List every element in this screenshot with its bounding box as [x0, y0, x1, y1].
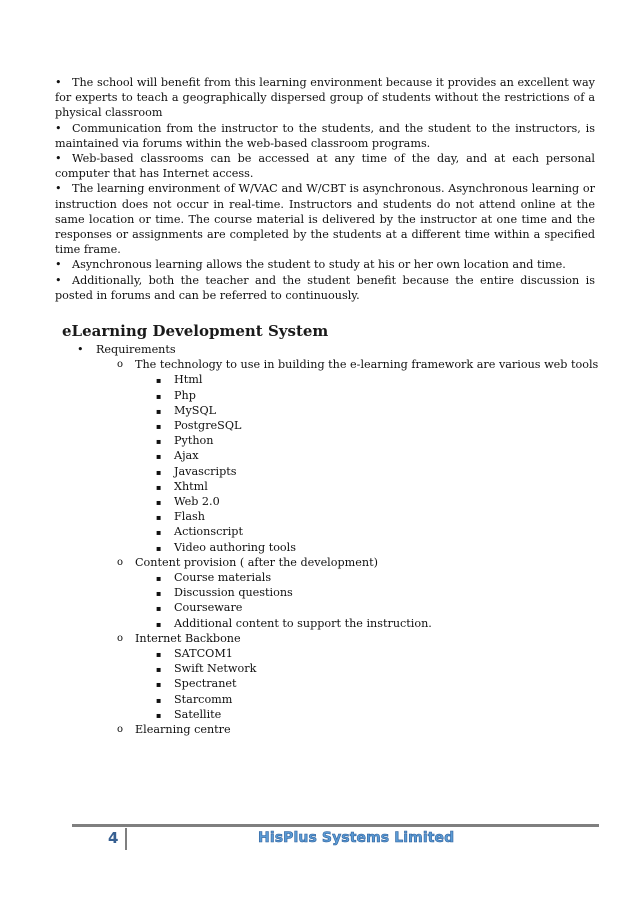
- square-bullet-icon: ▪: [156, 604, 162, 614]
- benefit-item: • The learning environment of W/VAC and W/CBT is asynchronous. Asynchronous learning or instruction does not occur in real-time. Instructors and students do not attend online at the same location or time. The course material is delivered by the instructor at one time and the responses or assignments are completed by the students at a different time within a specified time frame.: [55, 182, 595, 257]
- benefit-item: • Communication from the instructor to the students, and the student to the instructors, is maintained via forums within the web-based classroom programs.: [55, 121, 595, 150]
- list-item: ▪ PostgreSQL: [76, 418, 598, 433]
- list-item: ▪ Satellite: [76, 707, 598, 722]
- page-number: 4: [108, 829, 119, 847]
- list-item: ▪ Spectranet: [76, 676, 598, 691]
- outline-level2-item: o Elearning centre: [117, 723, 231, 737]
- circle-bullet-icon: o: [117, 632, 124, 644]
- square-bullet-icon: ▪: [156, 543, 162, 553]
- list-item: ▪ Discussion questions: [76, 585, 598, 600]
- circle-bullet-icon: o: [117, 359, 124, 371]
- square-bullet-icon: ▪: [156, 528, 162, 538]
- outline-level2-item: o The technology to use in building the e-learning framework are various web tools: [117, 358, 599, 372]
- list-item: ▪ Xhtml: [76, 479, 598, 494]
- square-bullet-icon: ▪: [156, 406, 162, 416]
- list-item: ▪ SATCOM1: [76, 646, 598, 661]
- list-item: ▪ Python: [76, 433, 598, 448]
- square-bullet-icon: ▪: [156, 376, 162, 386]
- square-bullet-icon: ▪: [156, 452, 162, 462]
- development-outline: [76, 342, 598, 737]
- list-item: ▪ Swift Network: [76, 661, 598, 676]
- square-bullet-icon: ▪: [156, 574, 162, 584]
- outline-level1-item: • Requirements: [77, 343, 176, 356]
- bullet-icon: •: [55, 273, 62, 287]
- bullet-icon: •: [77, 343, 84, 356]
- square-bullet-icon: ▪: [156, 482, 162, 492]
- square-bullet-icon: ▪: [156, 680, 162, 690]
- benefit-item: • Web-based classrooms can be accessed at any time of the day, and at each personal computer that has Internet access.: [55, 152, 595, 181]
- list-item: ▪ Flash: [76, 509, 598, 524]
- benefit-item: • The school will benefit from this learning environment because it provides an excellent way for experts to teach a geographically dispersed group of students without the restrictions of a physical classroom: [55, 76, 595, 120]
- square-bullet-icon: ▪: [156, 695, 162, 705]
- square-bullet-icon: ▪: [156, 513, 162, 523]
- square-bullet-icon: ▪: [156, 650, 162, 660]
- square-bullet-icon: ▪: [156, 437, 162, 447]
- square-bullet-icon: ▪: [156, 422, 162, 432]
- list-item: ▪ Html: [76, 372, 598, 387]
- section-title: eLearning Development System: [62, 322, 329, 340]
- list-item: ▪ Additional content to support the instruction.: [76, 616, 598, 631]
- benefit-item: • Asynchronous learning allows the student to study at his or her own location and time.: [55, 258, 566, 272]
- company-name: HisPlus Systems Limited: [258, 830, 455, 846]
- list-item: ▪ MySQL: [76, 403, 598, 418]
- circle-bullet-icon: o: [117, 724, 124, 736]
- footer-rule: [72, 824, 599, 827]
- bullet-icon: •: [55, 121, 62, 135]
- list-item: ▪ Starcomm: [76, 692, 598, 707]
- bullet-icon: •: [55, 258, 62, 272]
- bullet-icon: •: [55, 152, 62, 166]
- list-item: ▪ Course materials: [76, 570, 598, 585]
- square-bullet-icon: ▪: [156, 391, 162, 401]
- square-bullet-icon: ▪: [156, 710, 162, 720]
- bullet-icon: •: [55, 76, 62, 89]
- list-item: ▪ Courseware: [76, 600, 598, 615]
- square-bullet-icon: ▪: [156, 665, 162, 675]
- outline-level2-item: o Internet Backbone: [117, 631, 241, 645]
- outline-level2-item: o Content provision ( after the development): [117, 555, 378, 569]
- list-item: ▪ Ajax: [76, 448, 598, 463]
- square-bullet-icon: ▪: [156, 498, 162, 508]
- circle-bullet-icon: o: [117, 556, 124, 568]
- square-bullet-icon: ▪: [156, 467, 162, 477]
- page-number-divider: [125, 828, 127, 850]
- list-item: ▪ Actionscript: [76, 524, 598, 539]
- list-item: ▪ Video authoring tools: [76, 540, 598, 555]
- list-item: ▪ Javascripts: [76, 464, 598, 479]
- list-item: ▪ Php: [76, 388, 598, 403]
- square-bullet-icon: ▪: [156, 589, 162, 599]
- benefit-item: • Additionally, both the teacher and the student benefit because the entire discussion is posted in forums and can be referred to continuously.: [55, 273, 595, 302]
- bullet-icon: •: [55, 182, 62, 196]
- list-item: ▪ Web 2.0: [76, 494, 598, 509]
- square-bullet-icon: ▪: [156, 619, 162, 629]
- benefits-list: [55, 75, 595, 303]
